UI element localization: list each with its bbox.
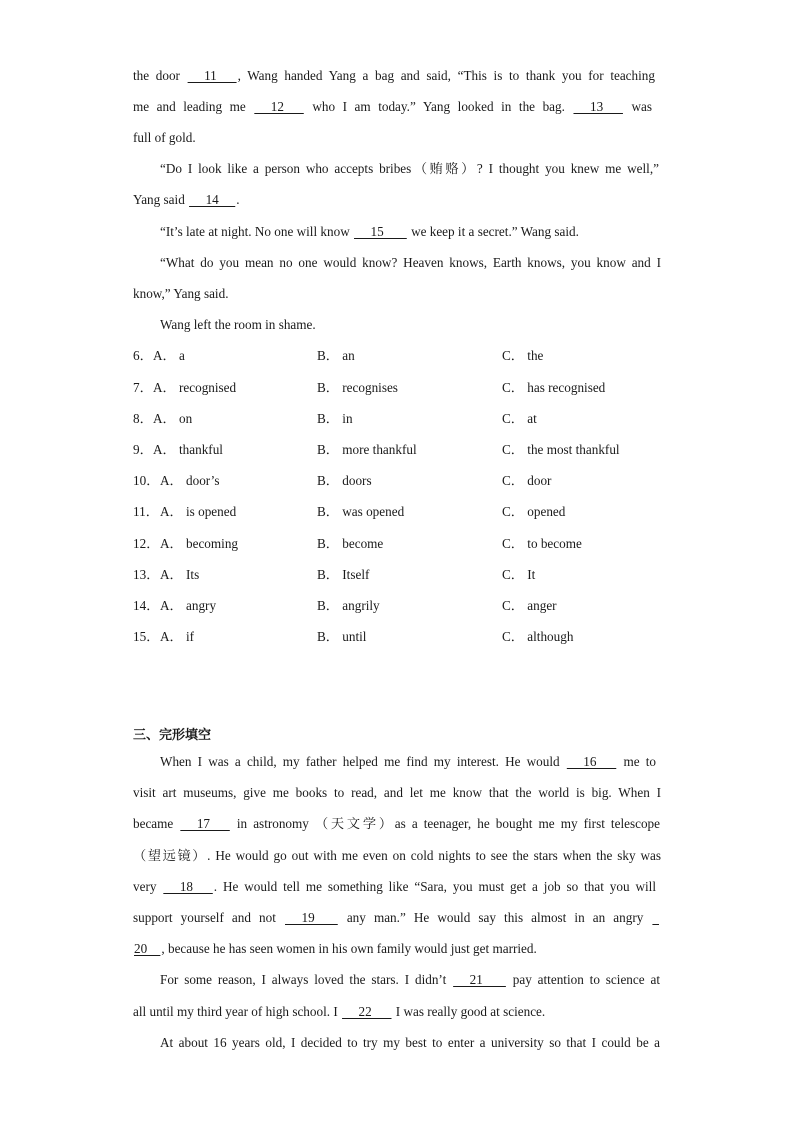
text: “What do you mean no one would know? Heaven knows, Earth knows, you know and I <box>160 255 661 270</box>
text: （望远镜）. He would go out with me even on cold nights to see the stars when the sky was <box>133 848 661 863</box>
passage-line-2 <box>133 99 652 115</box>
answer-blank-13[interactable]: 13 <box>573 99 623 114</box>
option-a[interactable]: A． a <box>153 348 185 363</box>
section3-line-3 <box>133 816 660 832</box>
option-c[interactable]: C． It <box>502 567 536 582</box>
question-number: 12． <box>133 536 160 551</box>
answer-blank-18[interactable]: 18 <box>163 879 213 894</box>
answer-blank-20[interactable]: 20 <box>134 941 161 956</box>
option-c[interactable]: C． door <box>502 473 552 488</box>
section3-line-7 <box>133 941 537 957</box>
passage-line-7 <box>160 255 661 271</box>
question-number: 9． <box>133 442 153 457</box>
answer-blank-19[interactable]: 19 <box>285 910 338 925</box>
text: the door <box>133 68 187 83</box>
option-c[interactable]: C． the most thankful <box>502 442 620 457</box>
answer-blank-21[interactable]: 21 <box>453 972 506 987</box>
option-b[interactable]: B． angrily <box>317 598 380 613</box>
question-number: 8． <box>133 411 153 426</box>
text: For some reason, I always loved the stars. I didn’t <box>160 972 453 987</box>
text: in astronomy （天文学）as a teenager, he bought me my first telescope <box>230 816 660 831</box>
text: , because he has seen women in his own family would just get married. <box>161 941 537 956</box>
option-a[interactable]: A． becoming <box>160 536 239 551</box>
section3-line-8 <box>160 972 660 988</box>
answer-blank-15[interactable]: 15 <box>354 224 407 239</box>
text: who I am today.” Yang looked in the bag. <box>304 99 573 114</box>
option-b[interactable]: B． an <box>317 348 355 363</box>
option-c[interactable]: C． to become <box>502 536 582 551</box>
option-c[interactable]: C． anger <box>502 598 557 613</box>
text: me to <box>617 754 656 769</box>
answer-blank-17[interactable]: 17 <box>180 816 230 831</box>
section3-line-1 <box>160 754 656 770</box>
text: very <box>133 879 163 894</box>
option-b[interactable]: B． doors <box>317 473 372 488</box>
option-a[interactable]: A． angry <box>160 598 217 613</box>
text: Yang said <box>133 192 189 207</box>
section-heading: 三、完形填空 <box>133 728 212 743</box>
question-number: 14． <box>133 598 160 613</box>
option-b[interactable]: B． recognises <box>317 380 398 395</box>
passage-line-9 <box>160 317 316 333</box>
text: , Wang handed Yang a bag and said, “This is to thank you for teaching <box>237 68 655 83</box>
question-number: 13． <box>133 567 160 582</box>
question-number: 6． <box>133 348 153 363</box>
section3-line-10 <box>160 1035 660 1051</box>
passage-line-4 <box>160 161 659 177</box>
text: we keep it a secret.” Wang said. <box>407 224 579 239</box>
option-a[interactable]: A． Its <box>160 567 200 582</box>
section3-line-5 <box>133 879 656 895</box>
section3-line-4 <box>133 848 661 864</box>
option-b[interactable]: B． more thankful <box>317 442 417 457</box>
option-a[interactable]: A． recognised <box>153 380 237 395</box>
question-number: 7． <box>133 380 153 395</box>
option-c[interactable]: C． at <box>502 411 537 426</box>
option-c[interactable]: C． has recognised <box>502 380 606 395</box>
text: pay attention to science at <box>506 972 660 987</box>
text: any man.” He would say this almost in an angry <box>338 910 652 925</box>
text: visit art museums, give me books to read, and let me know that the world is big. When I <box>133 785 661 800</box>
text: . He would tell me something like “Sara, you must get a job so that you will <box>213 879 656 894</box>
section3-line-6 <box>133 910 660 926</box>
section3-line-2 <box>133 785 661 801</box>
answer-blank-22[interactable]: 22 <box>342 1004 392 1019</box>
option-a[interactable]: A． thankful <box>153 442 223 457</box>
option-a[interactable]: A． on <box>153 411 193 426</box>
text: know,” Yang said. <box>133 286 229 301</box>
answer-blank-14[interactable]: 14 <box>189 192 236 207</box>
passage-line-1 <box>133 68 655 84</box>
question-number: 11． <box>133 504 159 519</box>
option-b[interactable]: B． until <box>317 629 367 644</box>
option-a[interactable]: A． if <box>160 629 195 644</box>
passage-line-3 <box>133 130 196 146</box>
text: became <box>133 816 180 831</box>
answer-blank-12[interactable]: 12 <box>254 99 304 114</box>
text: At about 16 years old, I decided to try my best to enter a university so that I could be a <box>160 1035 660 1050</box>
text: “It’s late at night. No one will know <box>160 224 354 239</box>
question-number: 15． <box>133 629 160 644</box>
option-c[interactable]: C． opened <box>502 504 566 519</box>
option-b[interactable]: B． become <box>317 536 384 551</box>
option-b[interactable]: B． was opened <box>317 504 405 519</box>
text: I was really good at science. <box>392 1004 546 1019</box>
passage-line-6 <box>160 224 579 240</box>
text: support yourself and not <box>133 910 284 925</box>
text: was <box>623 99 653 114</box>
section3-line-9 <box>133 1004 545 1020</box>
option-c[interactable]: C． although <box>502 629 574 644</box>
question-number: 10． <box>133 473 160 488</box>
text: “Do I look like a person who accepts bribes（贿赂）? I thought you knew me well,” <box>160 161 659 176</box>
text: When I was a child, my father helped me find my interest. He would <box>160 754 566 769</box>
passage-line-8 <box>133 286 229 302</box>
option-a[interactable]: A． is opened <box>160 504 237 519</box>
option-b[interactable]: B． in <box>317 411 353 426</box>
answer-blank-11[interactable]: 11 <box>187 68 237 83</box>
passage-line-5 <box>133 192 240 208</box>
text: Wang left the room in shame. <box>160 317 316 332</box>
option-b[interactable]: B． Itself <box>317 567 370 582</box>
answer-blank-20-start[interactable] <box>651 910 660 926</box>
text: all until my third year of high school. I <box>133 1004 342 1019</box>
option-a[interactable]: A． door’s <box>160 473 220 488</box>
answer-blank-16[interactable]: 16 <box>566 754 617 769</box>
text: . <box>236 192 240 207</box>
text: full of gold. <box>133 130 196 145</box>
option-c[interactable]: C． the <box>502 348 544 363</box>
text: me and leading me <box>133 99 254 114</box>
